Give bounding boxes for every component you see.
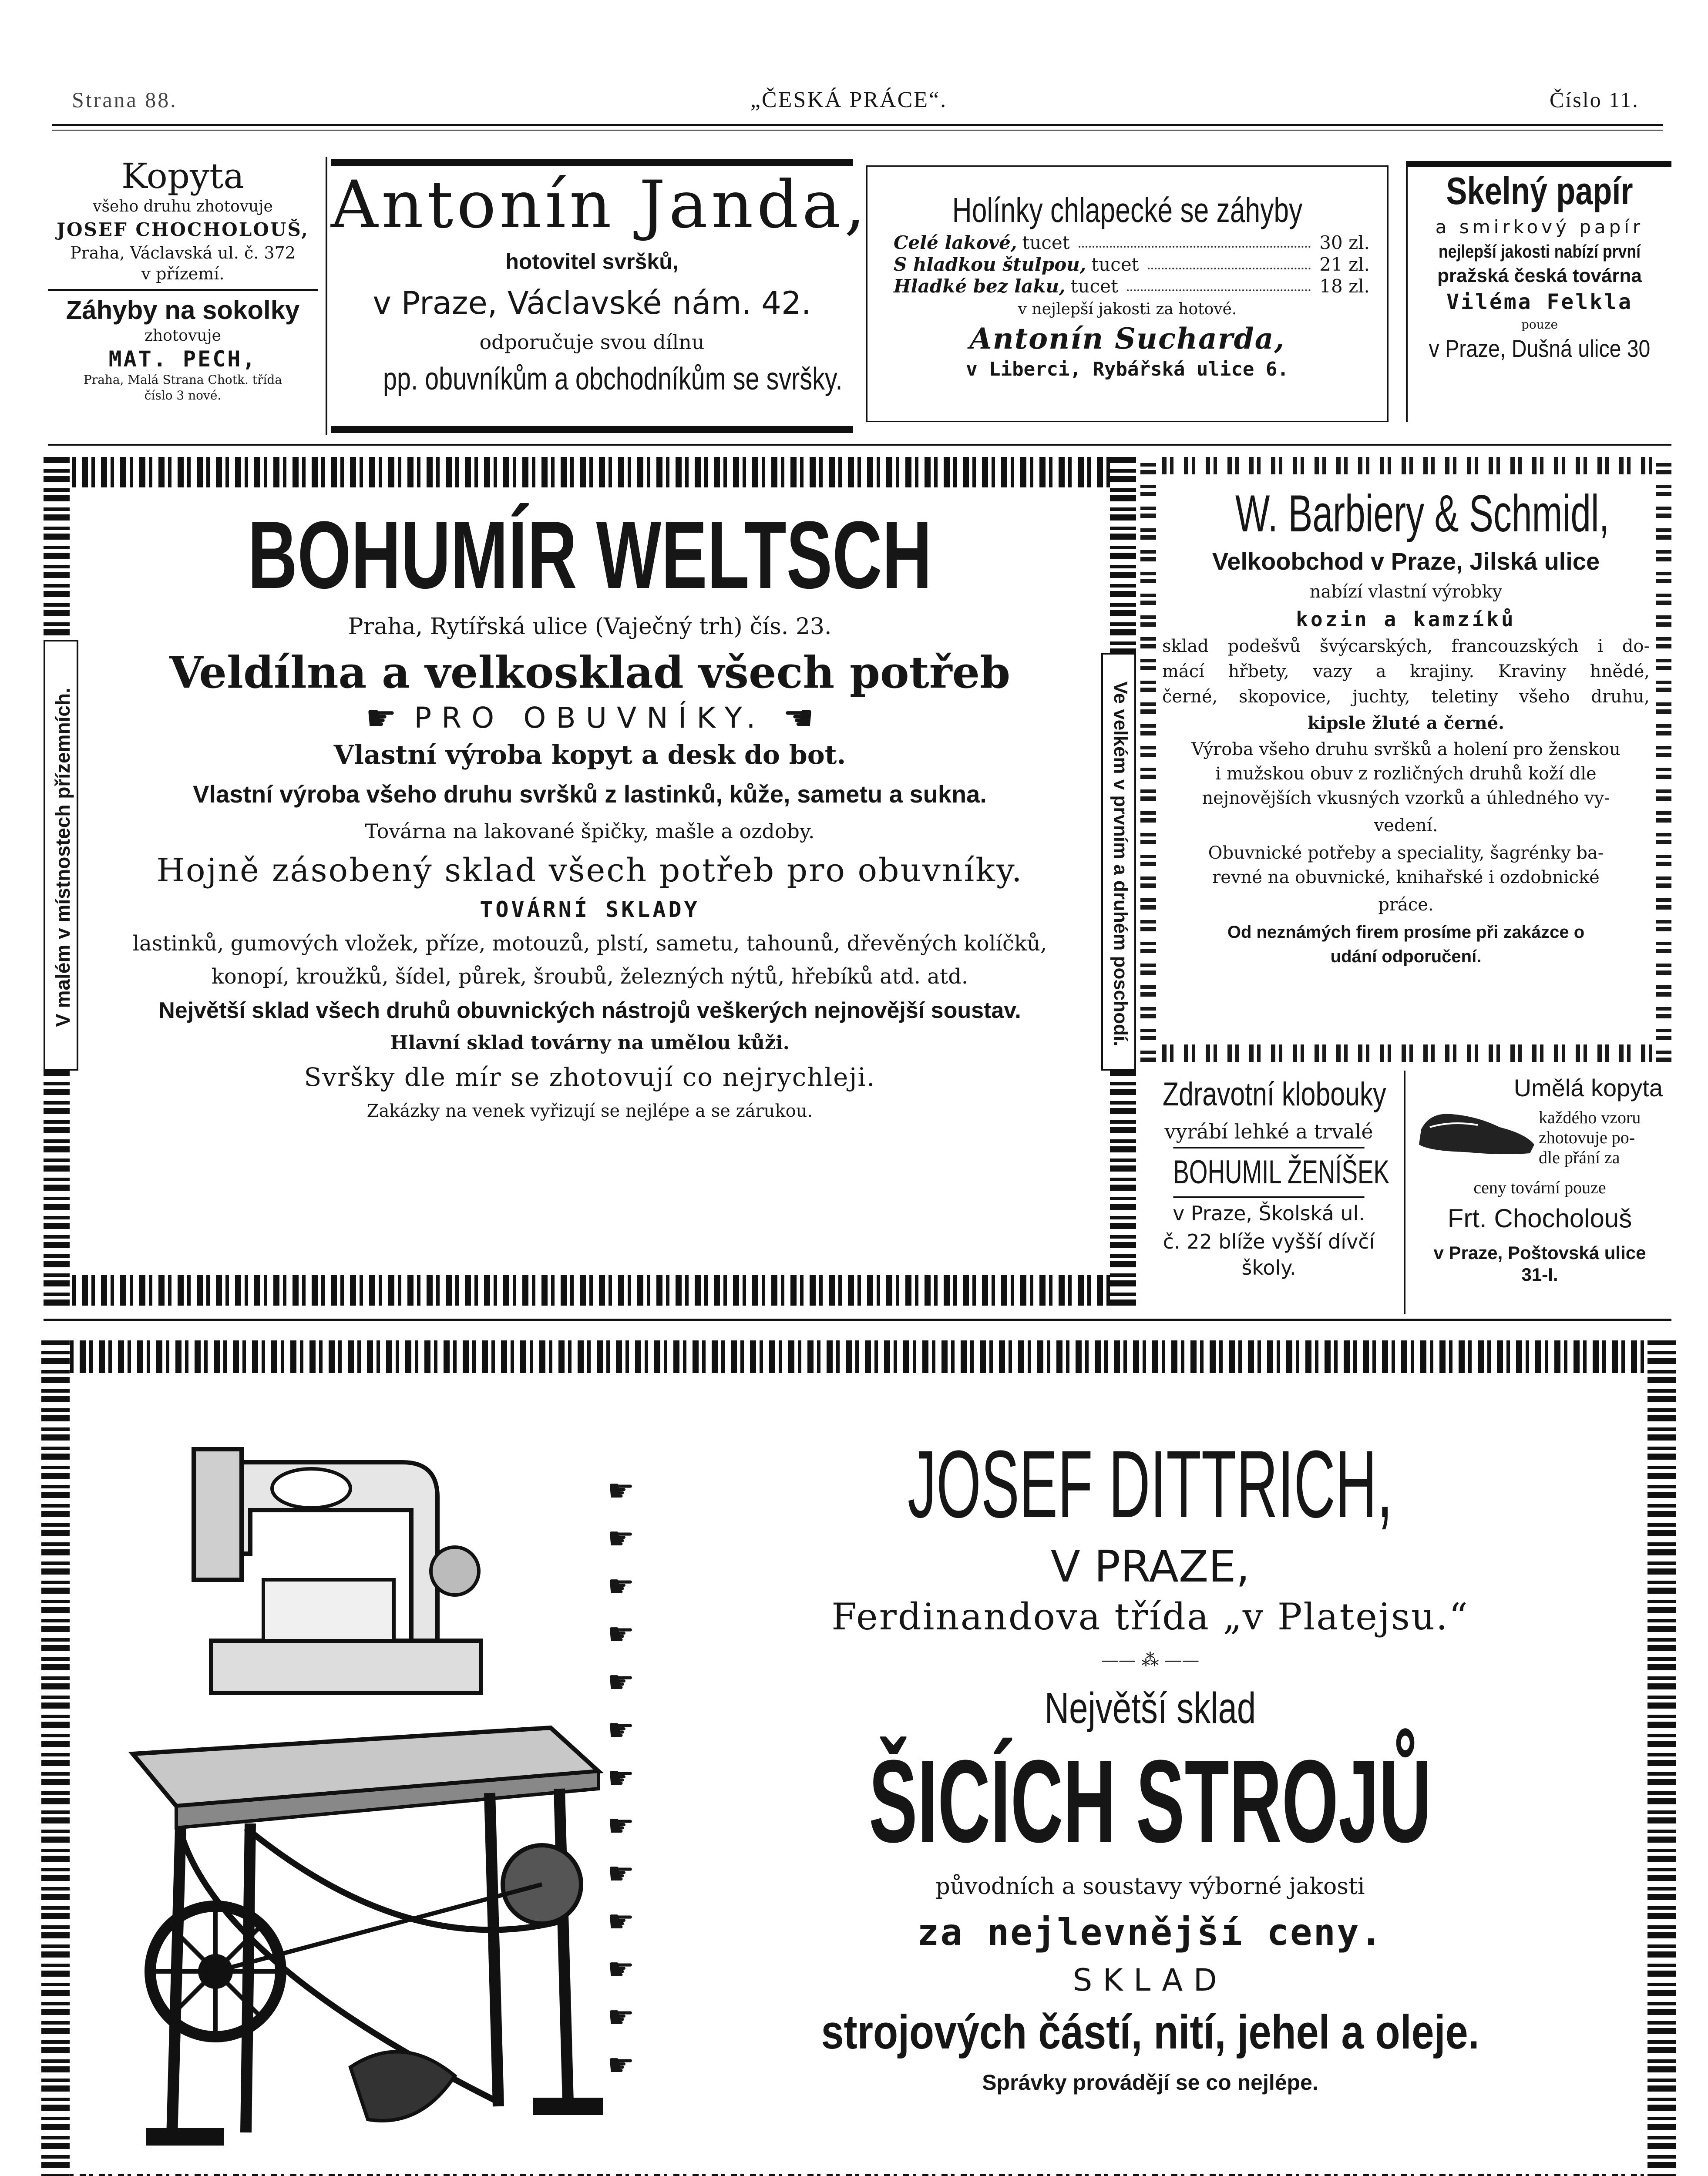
hand-icon-12: ☛ — [607, 1999, 635, 2035]
holinky-price-2: 21 zl. — [1319, 254, 1370, 275]
barbiery-border-top — [1140, 457, 1671, 474]
weltsch-border-top — [44, 457, 1136, 487]
ad-holinky — [866, 165, 1389, 422]
weltsch-sub-row — [83, 698, 1097, 738]
barbiery-line-9: i mužskou obuv z rozličných druhů koží dle — [1215, 764, 1597, 784]
umela-line-1: každého vzoru — [1539, 1108, 1641, 1127]
weltsch-sub: PRO OBUVNÍKY. — [414, 701, 766, 735]
weltsch-line-7: konopí, kroužků, šídel, půrek, šroubů, železných nýtů, hřebíků atd. atd. — [211, 964, 968, 989]
vrule-1 — [326, 157, 327, 435]
weltsch-line-2: Vlastní výroba všeho druhu svršků z lastinků, kůže, sametu a sukna. — [193, 780, 987, 808]
weltsch-content — [83, 500, 1097, 1126]
papir-line-1: a smirkový papír — [1435, 216, 1644, 238]
holinky-unit-2: tucet — [1091, 254, 1139, 275]
hand-icon-4: ☛ — [607, 1616, 635, 1652]
dittrich-big: ŠICÍCH STROJŮ — [869, 1736, 1432, 1867]
papir-title: Skelný papír — [1446, 169, 1633, 212]
weltsch-side-right-text: Ve velkém v prvním a druhém poschodí. — [1110, 681, 1131, 1047]
weltsch-line-11: Zakázky na venek vyřizují se nejlépe a se zárukou. — [366, 1101, 813, 1121]
barbiery-line-6: černé, skopovice, juchty, teletiny všeho druhu, — [1162, 687, 1650, 707]
hand-icon-10: ☛ — [607, 1904, 635, 1939]
klobouky-name: BOHUMIL ŽENÍŠEK — [1173, 1147, 1364, 1198]
dittrich-line-4: původních a soustavy výborné jakosti — [935, 1874, 1365, 1900]
holinky-ornament-top — [867, 165, 1387, 170]
journal-title: „ČESKÁ PRÁCE“. — [750, 87, 948, 112]
holinky-title: Holínky chlapecké se záhyby — [952, 191, 1303, 229]
ad-barbiery — [1140, 457, 1671, 1062]
header-rule-thin — [52, 130, 1663, 131]
section-rule-1 — [48, 444, 1671, 446]
barbiery-line-10: nejnovějších vkusných vzorků a úhledného vy- — [1202, 788, 1610, 808]
ad-dittrich — [41, 1340, 1676, 2176]
umela-line-5: v Praze, Poštovská ulice — [1433, 1242, 1646, 1263]
umela-title: Umělá kopyta — [1513, 1074, 1663, 1101]
weltsch-line-1: Vlastní výroba kopyt a desk do bot. — [333, 740, 846, 770]
dittrich-border-top — [41, 1340, 1676, 1373]
weltsch-border-bottom — [44, 1275, 1136, 1306]
barbiery-border-left — [1140, 457, 1156, 1062]
holinky-item-3: Hladké bez laku, — [894, 275, 1066, 297]
dittrich-border-right — [1647, 1340, 1676, 2176]
barbiery-line-2: nabízí vlastní výrobky — [1309, 582, 1503, 602]
hand-icon-1: ☛ — [607, 1473, 635, 1508]
hand-icon-3: ☛ — [607, 1568, 635, 1604]
holinky-row-3 — [894, 275, 1370, 297]
ad-klobouky — [1136, 1073, 1402, 1316]
kopyta-title: Kopyta — [121, 156, 245, 196]
holinky-row-2 — [894, 254, 1370, 275]
klobouky-line-3: č. 22 blíže vyšší dívčí — [1163, 1230, 1375, 1253]
barbiery-line-8: Výroba všeho druhu svršků a holení pro ženskou — [1191, 739, 1621, 759]
kopyta-divider — [48, 289, 318, 291]
klobouky-line-1: vyrábí lehké a trvalé — [1164, 1120, 1373, 1143]
weltsch-head: Veldílna a velkosklad všech potřeb — [169, 647, 1011, 698]
janda-line-3: odporučuje svou dílnu — [479, 330, 705, 354]
holinky-line-2: v Liberci, Rybářská ulice 6. — [966, 358, 1289, 380]
weltsch-name: BOHUMÍR WELTSCH — [247, 501, 932, 608]
page-number: Strana 88. — [72, 87, 178, 112]
hand-icon-5: ☛ — [607, 1664, 635, 1700]
holinky-name: Antonín Sucharda, — [969, 322, 1285, 356]
weltsch-line-10: Svršky dle mír se zhotovují co nejrychleji. — [304, 1062, 876, 1092]
dittrich-name: JOSEF DITTRICH, — [908, 1431, 1393, 1538]
janda-line-4: pp. obuvníkům a obchodníkům se svršky. — [383, 362, 843, 396]
umela-line-6: 31-I. — [1521, 1264, 1558, 1285]
barbiery-line-1: Velkoobchod v Praze, Jilská ulice — [1212, 547, 1600, 575]
kopyta-line-3: v přízemí. — [141, 264, 225, 283]
barbiery-line-4: sklad podešvů švýcarských, francouzských i do- — [1162, 636, 1650, 656]
pech-line-2: číslo 3 nové. — [144, 388, 222, 403]
barbiery-line-3: kozin a kamzíků — [1296, 608, 1516, 631]
holinky-price-1: 30 zl. — [1319, 232, 1370, 253]
weltsch-line-8: Největší sklad všech druhů obuvnických nástrojů veškerých nejnovější soustav. — [158, 998, 1021, 1023]
dittrich-line-1: V PRAZE, — [1050, 1541, 1250, 1592]
weltsch-line-3: Továrna na lakované špičky, mašle a ozdoby. — [365, 819, 815, 843]
barbiery-line-16: udání odporučení. — [1330, 947, 1482, 966]
weltsch-line-6: lastinků, gumových vložek, příze, motouzů, plstí, sametu, tahounů, dřevěných kolíčků, — [132, 931, 1047, 956]
hand-icon-2: ☛ — [607, 1521, 635, 1556]
hand-icon-8: ☛ — [607, 1808, 635, 1844]
ad-janda — [331, 159, 869, 433]
weltsch-side-left-text: V malém v místnostech přízemních. — [51, 688, 74, 1027]
barbiery-line-11: vedení. — [1374, 816, 1438, 836]
ad-kopyta — [48, 157, 318, 426]
pech-line-1: Praha, Malá Strana Chotk. třída — [83, 373, 282, 387]
klobouky-line-2: v Praze, Školská ul. — [1173, 1202, 1365, 1225]
klobouky-title: Zdravotní klobouky — [1163, 1076, 1386, 1113]
weltsch-line-4: Hojně zásobený sklad všech potřeb pro obuvníky. — [156, 852, 1023, 889]
dittrich-line-7: strojových částí, nití, jehel a oleje. — [821, 2005, 1479, 2059]
hand-icon-11: ☛ — [607, 1951, 635, 1987]
holinky-unit-3: tucet — [1070, 275, 1118, 297]
barbiery-line-14: práce. — [1378, 895, 1434, 915]
weltsch-addr: Praha, Rytířská ulice (Vaječný trh) čís. 23. — [348, 614, 832, 640]
hand-icon-9: ☛ — [607, 1856, 635, 1891]
section-rule-2 — [44, 1319, 1671, 1321]
holinky-row-1 — [894, 232, 1370, 254]
papir-line-5: v Praze, Dušná ulice 30 — [1429, 335, 1651, 362]
barbiery-border-right — [1656, 457, 1671, 1062]
holinky-unit-1: tucet — [1022, 232, 1070, 253]
janda-line-2: v Praze, Václavské nám. 42. — [373, 285, 811, 321]
papir-line-2: nejlepší jakosti nabízí první — [1438, 241, 1641, 262]
barbiery-line-15: Od neznámých firem prosíme při zakázce o — [1227, 923, 1585, 942]
weltsch-line-5: TOVÁRNÍ SKLADY — [480, 897, 700, 922]
pointing-hand-right-icon: ☛ — [365, 698, 397, 738]
umela-line-2: zhotovuje po- — [1539, 1128, 1635, 1147]
janda-name: Antonín Janda, — [331, 167, 869, 243]
pointing-hand-left-icon: ☚ — [783, 698, 814, 738]
umela-name: Frt. Chocholouš — [1447, 1204, 1632, 1233]
hand-icon-6: ☛ — [607, 1712, 635, 1748]
dittrich-line-2: Ferdinandova třída „v Platejsu.“ — [831, 1595, 1469, 1638]
kopyta-line-1: všeho druhu zhotovuje — [93, 198, 273, 215]
dittrich-line-8: Správky provádějí se co nejlépe. — [982, 2070, 1318, 2095]
janda-line-1: hotovitel svršků, — [505, 249, 679, 274]
barbiery-line-5: mácí hřbety, vazy a krajiny. Kraviny hnědé, — [1162, 662, 1650, 682]
sewing-machine-illustration — [107, 1397, 629, 2176]
ad-papir — [1406, 161, 1671, 422]
dittrich-line-3: Největší sklad — [1044, 1684, 1256, 1733]
dittrich-line-6: SKLAD — [1073, 1962, 1228, 1998]
barbiery-line-7: kipsle žluté a černé. — [1308, 713, 1504, 733]
weltsch-side-right — [1101, 653, 1136, 1071]
holinky-item-1: Celé lakové, — [894, 232, 1017, 253]
dittrich-divider-ornament: —— ⁂ —— — [1101, 1650, 1200, 1670]
dittrich-border-left — [41, 1340, 70, 2176]
hand-icon-13: ☛ — [607, 2047, 635, 2083]
header-rule — [52, 124, 1663, 126]
zahyby-title: Záhyby na sokolky — [66, 296, 300, 325]
umela-line-3: dle přání za — [1539, 1148, 1620, 1167]
papir-line-3: pražská česká továrna — [1437, 265, 1642, 286]
ad-umela — [1408, 1073, 1671, 1316]
klobouky-line-4: školy. — [1241, 1256, 1296, 1279]
holinky-price-3: 18 zl. — [1319, 275, 1370, 297]
holinky-line-1: v nejlepší jakosti za hotové. — [1018, 300, 1237, 318]
weltsch-line-9: Hlavní sklad továrny na umělou kůži. — [390, 1032, 790, 1054]
kopyta-name: JOSEF CHOCHOLOUŠ, — [57, 219, 309, 240]
issue-number: Číslo 11. — [1550, 87, 1639, 112]
kopyta-line-2: Praha, Václavská ul. č. 372 — [70, 243, 296, 262]
holinky-item-2: S hladkou štulpou, — [894, 254, 1086, 275]
papir-line-4: pouze — [1521, 317, 1558, 332]
papir-name: Viléma Felkla — [1446, 290, 1633, 314]
hand-icon-7: ☛ — [607, 1760, 635, 1796]
barbiery-border-bottom — [1140, 1044, 1671, 1062]
dittrich-line-5: za nejlevnější ceny. — [917, 1911, 1384, 1954]
dittrich-content — [659, 1427, 1641, 2102]
barbiery-line-12: Obuvnické potřeby a speciality, šagrénky ba- — [1208, 843, 1604, 863]
weltsch-side-left — [44, 640, 78, 1071]
umela-line-4: ceny tovární pouze — [1473, 1178, 1606, 1197]
shoe-last-illustration — [1412, 1103, 1539, 1160]
vrule-klobouky — [1404, 1071, 1405, 1314]
pech-name: MAT. PECH, — [108, 346, 257, 372]
zahyby-line: zhotovuje — [145, 327, 221, 345]
barbiery-line-13: revné na obuvnické, knihařské i ozdobnické — [1212, 867, 1600, 887]
barbiery-content — [1162, 483, 1650, 969]
ad-weltsch — [44, 457, 1136, 1306]
barbiery-name: W. Barbiery & Schmidl, — [1235, 484, 1609, 543]
